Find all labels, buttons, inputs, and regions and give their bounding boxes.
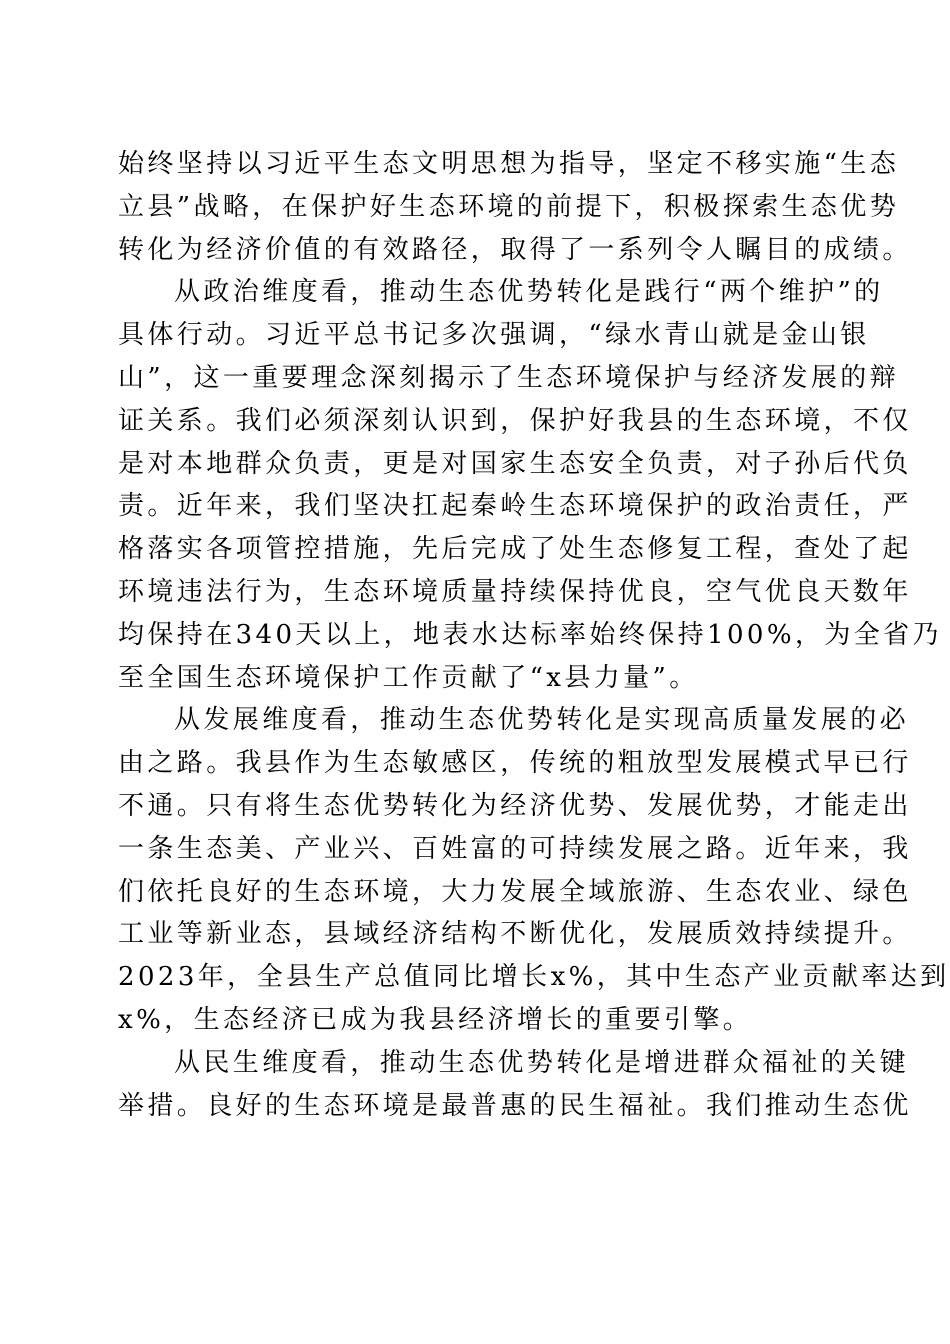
text-line: 们依托良好的生态环境，大力发展全域旅游、生态农业、绿色 xyxy=(118,876,912,907)
text-line: 立县”战略，在保护好生态环境的前提下，积极探索生态优势 xyxy=(118,191,900,222)
text-line: 从民生维度看，推动生态优势转化是增进群众福祉的关键 xyxy=(174,1047,910,1078)
text-line: 从政治维度看，推动生态优势转化是践行“两个维护”的 xyxy=(174,277,884,308)
paragraph-political xyxy=(118,271,942,699)
text-line: 工业等新业态，县域经济结构不断优化，发展质效持续提升。 xyxy=(118,919,912,950)
body-text xyxy=(118,143,950,1127)
text-line: x%，生态经济已成为我县经济增长的重要引擎。 xyxy=(118,1004,753,1035)
text-line: 一条生态美、产业兴、百姓富的可持续发展之路。近年来，我 xyxy=(118,833,912,864)
paragraph-development xyxy=(118,699,950,1041)
text-line: 从发展维度看，推动生态优势转化是实现高质量发展的必 xyxy=(174,705,910,736)
text-line: 始终坚持以习近平生态文明思想为指导，坚定不移实施“生态 xyxy=(118,149,900,179)
paragraph-intro xyxy=(118,143,912,271)
text-line: 是对本地群众负责，更是对国家生态安全负责，对子孙后代负 xyxy=(118,448,912,479)
text-line: 责。近年来，我们坚决扛起秦岭生态环境保护的政治责任，严 xyxy=(118,491,912,522)
text-line: 转化为经济价值的有效路径，取得了一系列令人瞩目的成绩。 xyxy=(118,234,912,265)
paragraph-livelihood xyxy=(118,1042,912,1128)
text-line: 山”，这一重要理念深刻揭示了生态环境保护与经济发展的辩 xyxy=(118,362,900,393)
text-line: 格落实各项管控措施，先后完成了处生态修复工程，查处了起 xyxy=(118,534,912,565)
text-line: 环境违法行为，生态环境质量持续保持优良，空气优良天数年 xyxy=(118,576,912,607)
text-line: 不通。只有将生态优势转化为经济优势、发展优势，才能走出 xyxy=(118,790,912,821)
text-line: 举措。良好的生态环境是最普惠的民生福祉。我们推动生态优 xyxy=(118,1090,912,1121)
text-line: 至全国生态环境保护工作贡献了“x县力量”。 xyxy=(118,662,699,693)
text-line: 由之路。我县作为生态敏感区，传统的粗放型发展模式早已行 xyxy=(118,748,912,779)
text-line: 2023年，全县生产总值同比增长x%，其中生态产业贡献率达到 xyxy=(118,962,950,993)
text-line: 证关系。我们必须深刻认识到，保护好我县的生态环境，不仅 xyxy=(118,405,912,436)
text-line: 具体行动。习近平总书记多次强调，“绿水青山就是金山银 xyxy=(118,320,870,351)
text-line: 均保持在340天以上，地表水达标率始终保持100%，为全省乃 xyxy=(118,619,942,650)
